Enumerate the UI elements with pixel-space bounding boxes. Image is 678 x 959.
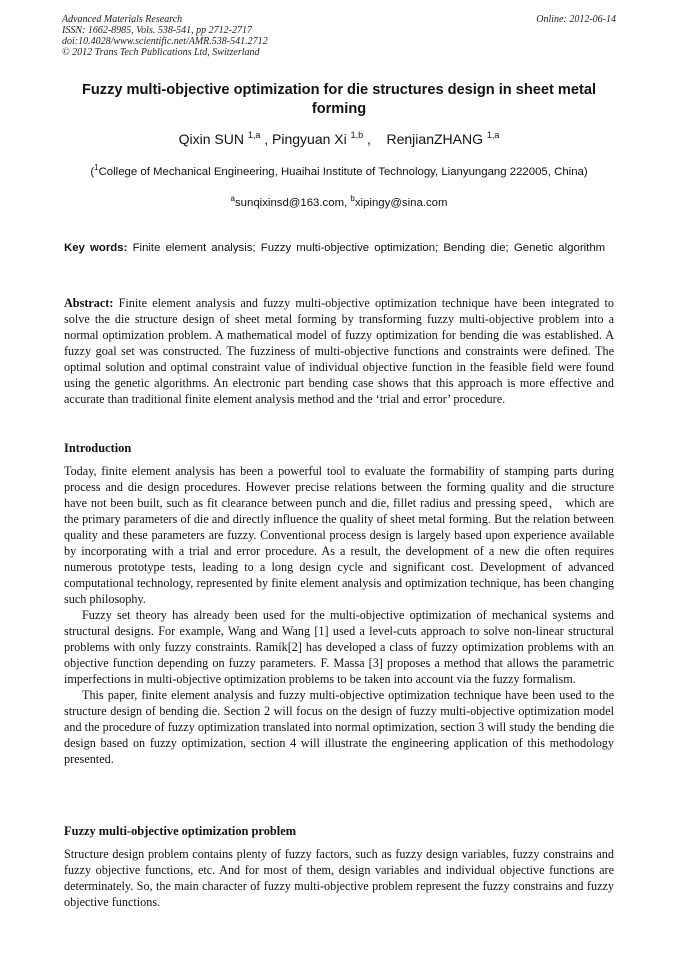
author-affiliation-mark: 1,b — [350, 130, 364, 140]
online-date: Online: 2012-06-14 — [536, 14, 616, 25]
keywords-label: Key words: — [64, 242, 128, 254]
affiliation-mark: 1 — [94, 163, 99, 172]
doi-line: doi:10.4028/www.scientific.net/AMR.538-541.2712 — [62, 36, 268, 47]
author-emails: $^a$sunqixinsd@163.com, $^b$xipingy@sina.com — [230, 194, 448, 209]
email-address[interactable]: sunqixinsd@163.com — [234, 197, 345, 209]
paragraph: This paper, finite element analysis and fuzzy multi-objective optimization technique have been used to the structure design of bending die. Section 2 will focus on the design of fuzzy multi-objective optimization model and the procedure of fuzzy optimization translated into normal optimization, section 3 will study the bending die design based on fuzzy optimization, section 4 will illustrate the engineering application of this methodology presented. — [64, 688, 614, 766]
issn-line: ISSN: 1662-8985, Vols. 538-541, pp 2712-2717 — [62, 25, 252, 36]
keywords — [64, 239, 614, 257]
paper-title: Fuzzy multi-objective optimization for die structures design in sheet metal forming — [81, 82, 597, 117]
copyright-line: © 2012 Trans Tech Publications Ltd, Switzerland — [62, 47, 260, 58]
author-separator: , — [367, 131, 387, 147]
journal-header — [62, 14, 616, 58]
email-mark: b — [350, 194, 355, 203]
introduction-body — [64, 463, 614, 767]
author-separator: , — [264, 131, 273, 147]
author-list — [40, 130, 638, 148]
abstract-label: Abstract: — [64, 296, 114, 310]
section-heading-fuzzy-problem: Fuzzy multi-objective optimization problem — [64, 824, 297, 838]
author-name: Pingyuan Xi — [272, 131, 347, 147]
paragraph: Fuzzy set theory has already been used for the multi-objective optimization of mechanical systems and structural designs. For example, Wang and Wang [1] used a level-cuts approach to solve non-linear structural problems with only fuzzy constraints. Ramík[2] has developed a class of fuzzy optimization problems with an objective function depending on fuzzy parameters. F. Massa [3] proposes a method that allows the parametric imperfections in multi-objective optimization problems to be taken into account via the fuzzy formalism. — [64, 608, 614, 686]
abstract-text: Finite element analysis and fuzzy multi-objective optimization technique have been integrated to solve the die structure design of sheet metal forming by transforming fuzzy multi-objective problem into a normal optimization problem. A mathematical model of fuzzy optimization for bending die was established. A fuzzy goal set was constructed. The fuzziness of multi-objective functions and constraints were defined. The optimal solution and optimal constraint value of individual objective function in the feasible field were found using the genetic algorithms. An electronic part bending case shows that this approach is more effective and accurate than traditional finite element analysis method and the ‘trial and error’ procedure. — [64, 296, 614, 406]
author-affiliation-mark: 1,a — [247, 130, 261, 140]
author-name: RenjianZHANG — [386, 131, 483, 147]
paragraph: Structure design problem contains plenty of fuzzy factors, such as fuzzy design variables, fuzzy constrains and fuzzy objective functions, etc. And for most of them, design variables and individual objective functions are determinately. So, the main character of fuzzy multi-objective problem represent the fuzzy constrains and fuzzy objective functions. — [64, 847, 614, 909]
keywords-text: Finite element analysis; Fuzzy multi-objective optimization; Bending die; Genetic algorithm — [132, 242, 606, 254]
author-name: Qixin SUN — [178, 131, 244, 147]
abstract — [64, 295, 614, 407]
author-affiliation-mark: 1,a — [486, 130, 500, 140]
affiliation-text: College of Mechanical Engineering, Huaihai Institute of Technology, Lianyungang 222005, China — [98, 166, 584, 178]
affiliation: ($^1$College of Mechanical Engineering, Huaihai Institute of Technology, Lianyungang 222005, China) — [90, 163, 588, 178]
section-heading-introduction: Introduction — [64, 441, 132, 455]
email-mark: a — [230, 194, 235, 203]
journal-name: Advanced Materials Research — [62, 14, 183, 25]
paragraph: Today, finite element analysis has been a powerful tool to evaluate the formability of stamping parts during process and die design procedures. However precise relations between the forming quality and die structure have not been built, such as fit clearance between punch and die, fillet radius and pressing speed， which are the primary parameters of die and directly influence the quality of sheet metal forming. But the relation between quality and these parameters are fuzzy. Conventional process design is largely based upon experience available by incorporating with a trial and error procedure. As a result, the development of a new die often requires numerous prototype tests, leading to a long design cycle and significant cost. Development of advanced computational technology, represented by finite element analysis and optimization technique, has been changing such philosophy. — [64, 464, 614, 606]
fuzzy-problem-body — [64, 846, 614, 910]
email-address[interactable]: xipingy@sina.com — [354, 197, 448, 209]
